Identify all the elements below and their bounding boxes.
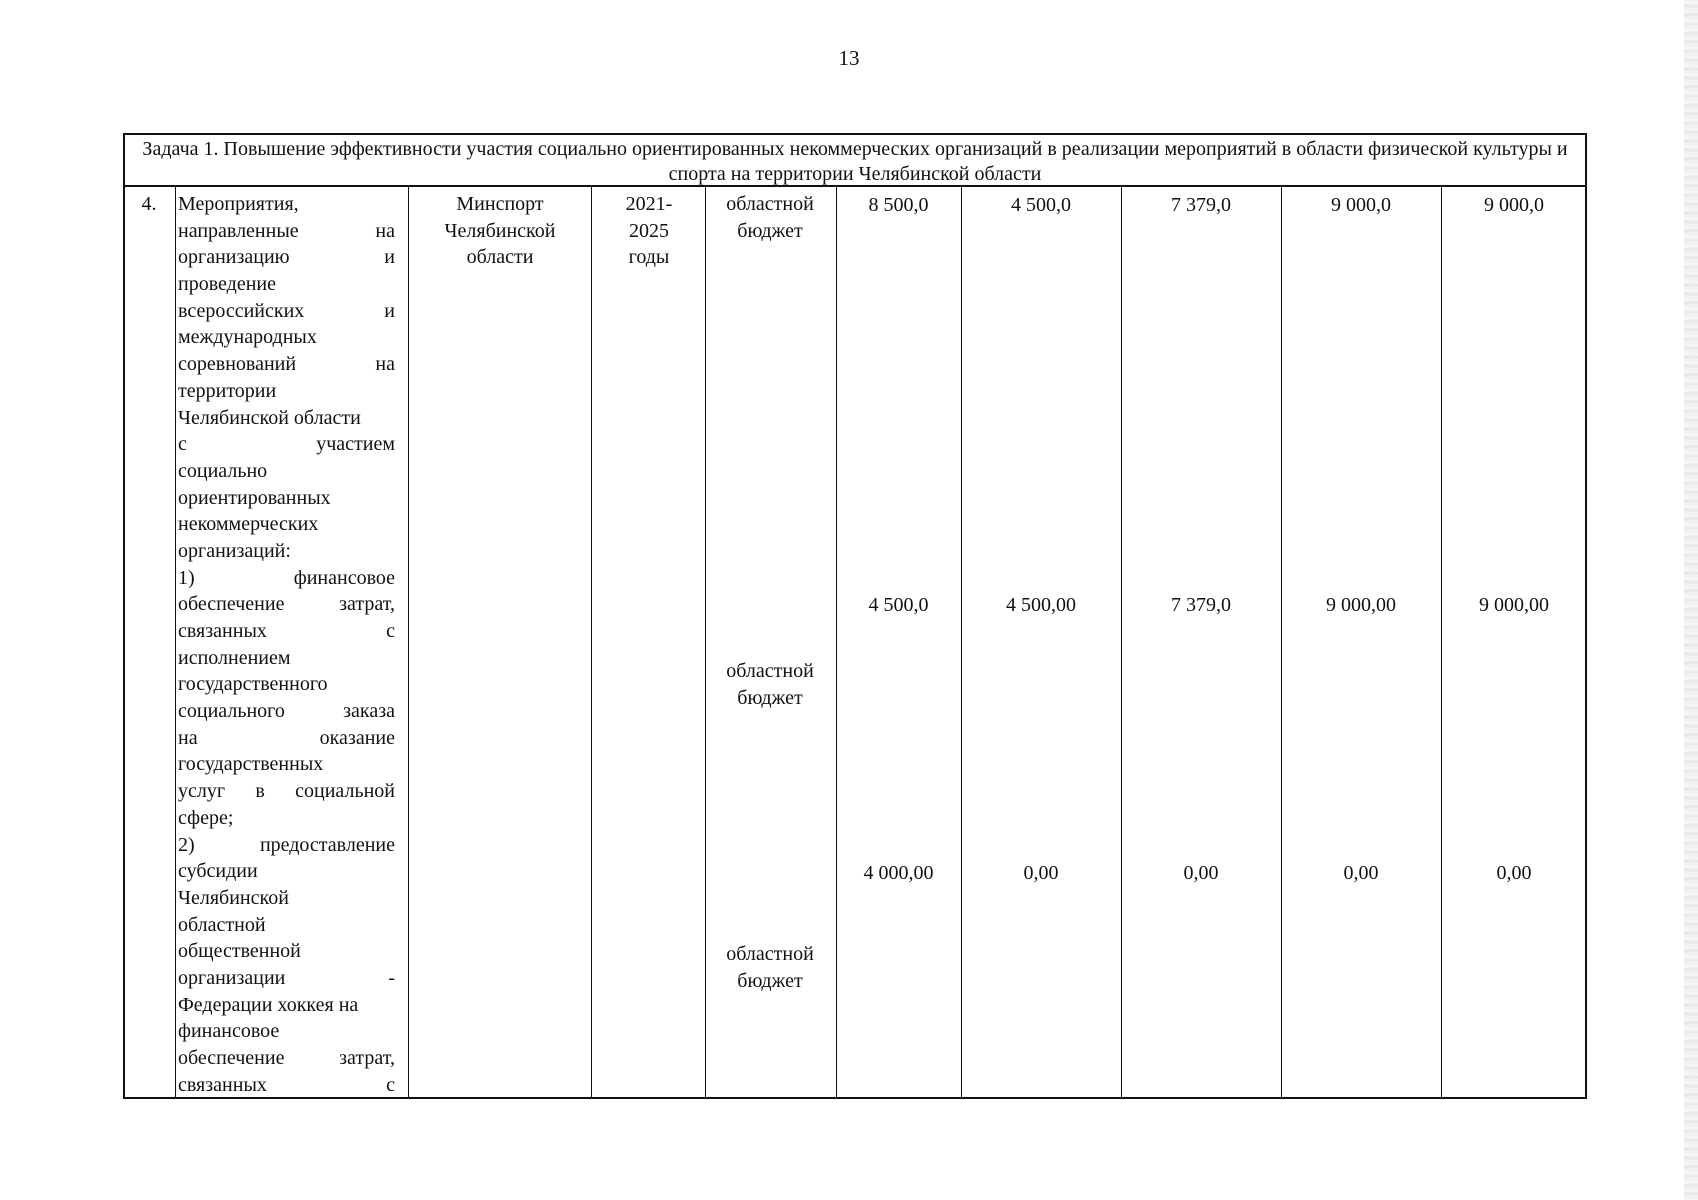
description-word: Челябинской: [178, 886, 289, 909]
description-word: государственного: [178, 673, 328, 696]
description-word: связанных: [178, 620, 267, 642]
description-word: общественной: [178, 940, 301, 963]
column-divider: [408, 187, 409, 1097]
sub2-2024: 0,00: [1343, 862, 1379, 884]
description-word: социальной: [295, 780, 395, 803]
description-word: Федерации хоккея на: [178, 993, 359, 1016]
description-word: организации: [178, 966, 286, 989]
total-2025: 9 000,0: [1484, 194, 1544, 216]
description-word: и: [384, 246, 395, 269]
column-divider: [1441, 187, 1442, 1097]
scan-edge-artifact: [1684, 0, 1698, 1200]
implementation-period: 2021-2025 годы: [625, 193, 673, 269]
description-line: [178, 912, 395, 939]
description-line: [178, 832, 395, 859]
description-line: [178, 244, 395, 271]
description-line: [178, 725, 395, 752]
description-word: некоммерческих: [178, 513, 319, 536]
task-header: Задача 1. Повышение эффективности участия социально ориентированных некоммерческих организаций в реализации мероприятий в области физической культуры и спорта на территории Челябинской области: [125, 135, 1585, 187]
column-divider: [175, 187, 176, 1097]
description-word: 1): [178, 566, 195, 589]
sub1-2022: 4 500,00: [1006, 594, 1076, 616]
description-line: [178, 378, 395, 405]
description-word: областной: [178, 913, 266, 936]
description-word: Челябинской области: [178, 406, 361, 429]
funding-source-sub1: областной бюджет: [726, 660, 814, 709]
description-word: социально: [178, 459, 268, 482]
sub1-2021: 4 500,0: [868, 594, 929, 616]
sub2-2022: 0,00: [1023, 862, 1059, 884]
total-2021: 8 500,0: [868, 194, 929, 216]
description-word: Мероприятия,: [178, 193, 299, 215]
description-line: [178, 1045, 395, 1072]
description-line: [178, 405, 395, 432]
description-line: [178, 618, 395, 645]
description-line: [178, 351, 395, 378]
description-word: сфере;: [178, 806, 234, 829]
description-line: [178, 1072, 395, 1099]
responsible-executor: Минспорт Челябинской области: [444, 193, 556, 269]
description-word: в: [255, 780, 265, 803]
description-word: участием: [316, 433, 395, 456]
description-line: [178, 271, 395, 298]
description-word: и: [384, 299, 395, 322]
description-word: предоставление: [259, 833, 395, 856]
column-divider: [591, 187, 592, 1097]
description-word: государственных: [178, 753, 324, 776]
total-2023: 7 379,0: [1171, 194, 1231, 216]
description-word: услуг: [178, 780, 226, 803]
sub2-2021: 4 000,00: [863, 862, 934, 884]
description-line: [178, 431, 395, 458]
description-line: [178, 458, 395, 485]
description-line: [178, 698, 395, 725]
total-2024: 9 000,0: [1331, 194, 1391, 216]
description-word: социального: [178, 700, 285, 723]
description-line: [178, 992, 395, 1019]
funding-source-sub2: областной бюджет: [726, 943, 814, 992]
sub2-2023: 0,00: [1183, 862, 1219, 884]
sub1-2025: 9 000,00: [1479, 594, 1549, 616]
description-word: обеспечение: [178, 1047, 285, 1069]
description-word: соревнований: [178, 353, 297, 376]
sub1-2023: 7 379,0: [1171, 594, 1231, 616]
description-word: 2): [178, 833, 195, 856]
description-word: субсидии: [178, 860, 258, 883]
description-line: [178, 751, 395, 778]
description-word: с: [386, 1073, 395, 1096]
page-number: 13: [838, 46, 860, 70]
description-word: связанных: [178, 1073, 267, 1096]
description-line: [178, 298, 395, 325]
description-word: -: [388, 966, 395, 989]
description-word: исполнением: [178, 646, 291, 669]
description-line: [178, 885, 395, 912]
description-word: на: [178, 726, 198, 749]
description-word: затрат,: [339, 1047, 395, 1069]
description-word: территории: [178, 379, 277, 402]
description-word: на: [375, 353, 395, 376]
column-divider: [1121, 187, 1122, 1097]
description-line: [178, 591, 395, 618]
description-line: [178, 778, 395, 805]
description-line: [178, 324, 395, 351]
funding-source: областной бюджет: [726, 193, 814, 242]
activity-description: [178, 191, 395, 1098]
description-word: организаций:: [178, 539, 291, 562]
description-line: [178, 538, 395, 565]
description-line: [178, 485, 395, 512]
sub2-2025: 0,00: [1496, 862, 1532, 884]
description-line: [178, 645, 395, 672]
description-word: направленные: [178, 219, 299, 242]
column-divider: [961, 187, 962, 1097]
description-line: [178, 511, 395, 538]
total-2022: 4 500,0: [1011, 194, 1071, 216]
description-word: с: [386, 620, 395, 642]
description-line: [178, 191, 395, 218]
description-line: [178, 938, 395, 965]
description-line: [178, 671, 395, 698]
description-line: [178, 965, 395, 992]
description-word: финансовое: [293, 566, 395, 589]
description-word: на: [375, 219, 395, 242]
sub1-2024: 9 000,00: [1326, 594, 1396, 616]
program-table: [123, 133, 1587, 1099]
column-divider: [1281, 187, 1282, 1097]
description-line: [178, 565, 395, 592]
description-word: организацию: [178, 246, 290, 269]
description-word: международных: [178, 326, 317, 349]
description-word: ориентированных: [178, 486, 331, 509]
description-line: [178, 218, 395, 245]
description-word: заказа: [343, 700, 395, 723]
description-word: проведение: [178, 273, 276, 296]
description-line: [178, 1018, 395, 1045]
description-word: с: [178, 433, 187, 456]
description-word: обеспечение: [178, 593, 285, 616]
description-line: [178, 805, 395, 832]
row-number: 4.: [141, 193, 157, 215]
description-word: оказание: [319, 726, 395, 749]
column-divider: [705, 187, 706, 1097]
description-line: [178, 858, 395, 885]
column-divider: [836, 187, 837, 1097]
description-word: всероссийских: [178, 299, 305, 322]
description-word: затрат,: [339, 593, 395, 616]
description-word: финансовое: [178, 1020, 280, 1043]
